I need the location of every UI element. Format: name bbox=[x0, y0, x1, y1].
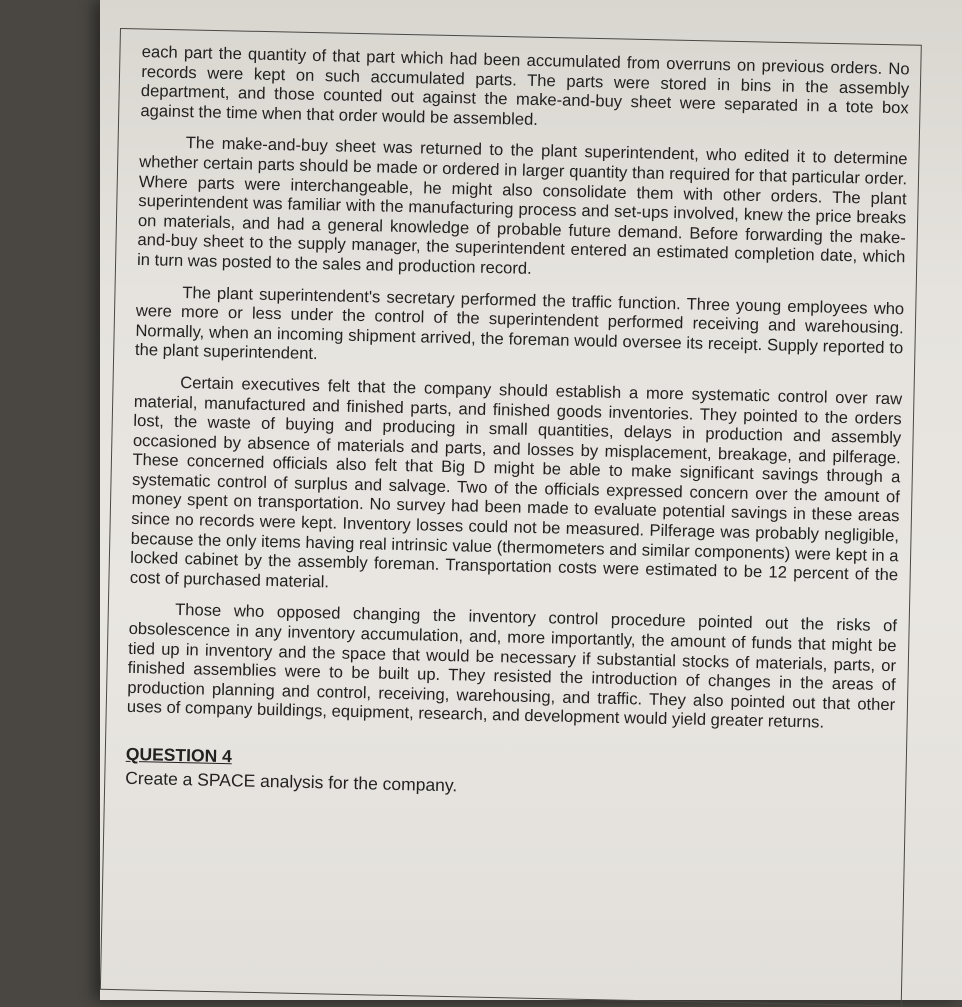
document-body bbox=[125, 42, 910, 805]
paragraph-continued: each part the quantity of that part which had been accumulated from overruns on previous orders. No records were kept on such accumulated parts. The parts were stored in bins in the assembly department, and those counted out against the make-and-buy sheet were separated in a tote box against the time when that order would be assembled. bbox=[140, 42, 910, 129]
paragraph-executives-concerns: Certain executives felt that the company should establish a more systematic control over raw material, manufactured and finished parts, and finished goods inventories. They pointed to the orders lost, the waste of buying and producing in small quantities, delays in production and assembly occasioned by absence of materials and parts, and losses by misplacement, breakage, and pilferage. These concerned officials also felt that Big D might be able to make significant savings through a systematic control of surplus and salvage. Two of the officials expressed concern over the amount of money spent on transportation. No survey had been made to evaluate potential savings in these areas since no records were kept. Inventory losses could not be measured. Pilferage was probably negligible, because the only items having real intrinsic value (thermometers and similar components) were kept in a locked cabinet by the assembly foreman. Transportation costs were estimated to be 12 percent of the cost of purchased material. bbox=[129, 372, 903, 592]
question-heading: QUESTION 4 bbox=[125, 743, 233, 767]
question-text: Create a SPACE analysis for the company. bbox=[125, 767, 458, 795]
paragraph-traffic-function: The plant superintendent's secretary performed the traffic function. Three young employees who were more or less under the control of the superintendent performed receiving and warehousing. Normally, when an incoming shipment arrived, the foreman would oversee its receipt. Supply reported to the plant superintendent. bbox=[134, 282, 905, 364]
paragraph-opposition: Those who opposed changing the inventory control procedure pointed out the risks of obsolescence in any inventory accumulation, and, more importantly, the amount of funds that might be tied up in inventory and the space that would be necessary if substantial stocks of materials, parts, or finished assemblies were to be built up. They resisted the introduction of changes in the areas of production planning and control, receiving, warehousing, and traffic. They also pointed out that other uses of company buildings, equipment, research, and development would yield greater returns. bbox=[126, 600, 898, 733]
paragraph-make-and-buy-sheet: The make-and-buy sheet was returned to the plant superintendent, who edited it to determine whether certain parts should be made or ordered in larger quantity than required for that particular order. Where parts were interchangeable, he might also consolidate them with other orders. The plant superintendent was familiar with the manufacturing process and set-ups involved, knew the price breaks on materials, and had a general knowledge of probable future demand. Before forwarding the make-and-buy sheet to the supply manager, the superintendent entered an estimated completion date, which in turn was posted to the sales and production record. bbox=[136, 133, 908, 278]
